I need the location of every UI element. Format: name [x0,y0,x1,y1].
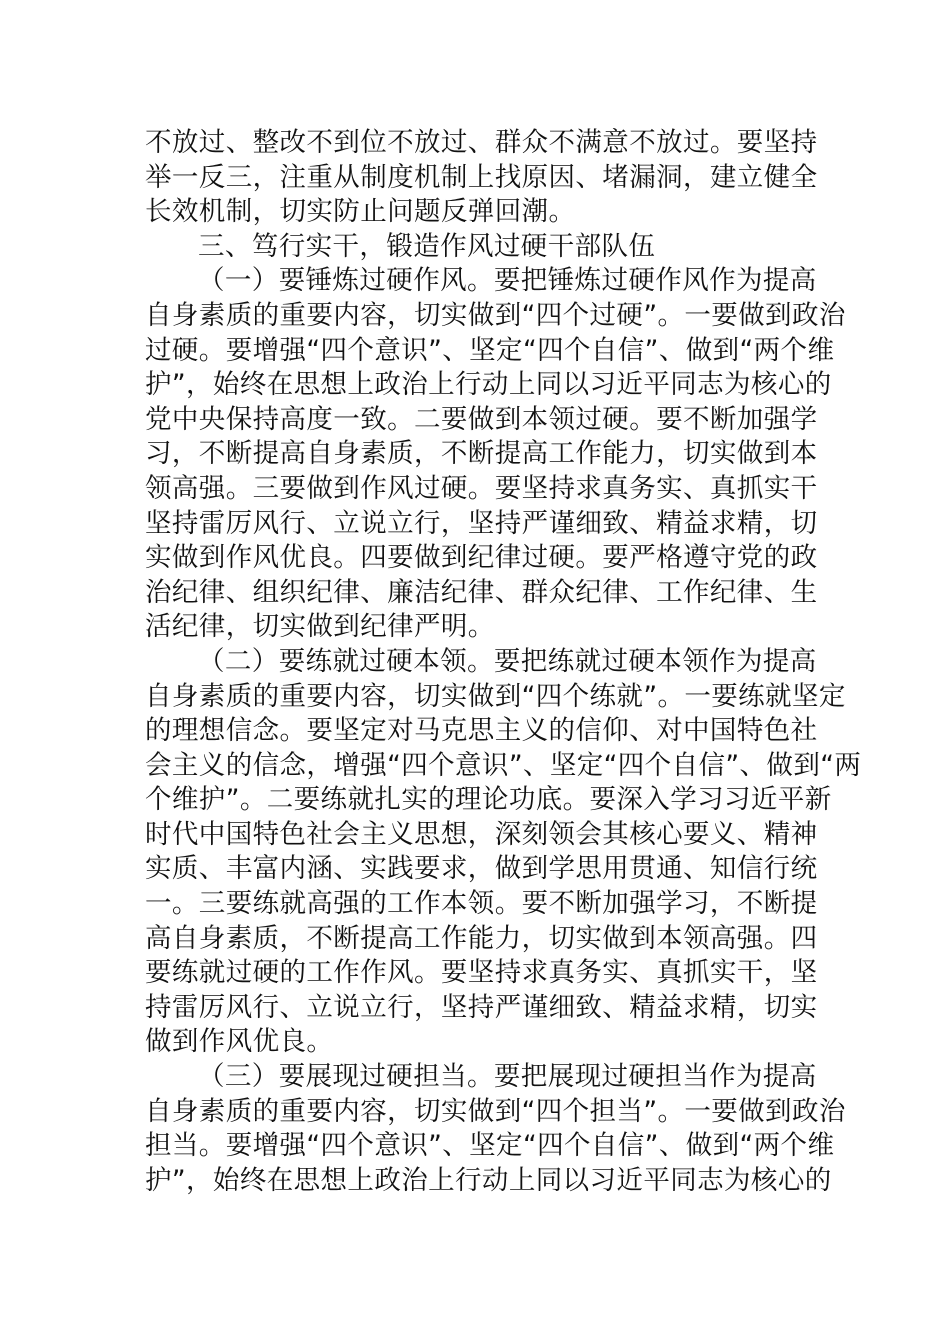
text-line: 党中央保持高度一致。二要做到本领过硬。要不断加强学 [145,403,818,435]
document-body [145,126,862,1198]
text-line: 过硬。要增强“四个意识”、坚定“四个自信”、做到“两个维 [145,334,835,366]
text-line: 自身素质的重要内容，切实做到“四个担当”。一要做到政治 [145,1095,846,1127]
text-line: 一。三要练就高强的工作本领。要不断加强学习，不断提 [145,888,818,920]
text-line: 治纪律、组织纪律、廉洁纪律、群众纪律、工作纪律、生 [145,576,818,608]
text-line: 护”，始终在思想上政治上行动上同以习近平同志为核心的 [145,1164,832,1196]
text-line: 个维护”。二要练就扎实的理论功底。要深入学习习近平新 [145,784,832,816]
text-line: 持雷厉风行、立说立行，坚持严谨细致、精益求精，切实 [145,991,818,1023]
text-line: 时代中国特色社会主义思想，深刻领会其核心要义、精神 [145,818,818,850]
text-line: 坚持雷厉风行、立说立行，坚持严谨细致、精益求精，切 [145,507,818,539]
text-line: 担当。要增强“四个意识”、坚定“四个自信”、做到“两个维 [145,1130,835,1162]
text-line: 不放过、整改不到位不放过、群众不满意不放过。要坚持 [145,127,818,158]
paragraph-start-line: 三、笃行实干，锻造作风过硬干部队伍 [198,230,656,262]
paragraph-start-line: （一）要锤炼过硬作风。要把锤炼过硬作风作为提高 [198,265,817,297]
paragraph-start-line: （二）要练就过硬本领。要把练就过硬本领作为提高 [198,645,817,677]
text-line: 自身素质的重要内容，切实做到“四个练就”。一要练就坚定 [145,680,846,712]
text-line: 领高强。三要做到作风过硬。要坚持求真务实、真抓实干 [145,472,818,504]
text-line: 高自身素质，不断提高工作能力，切实做到本领高强。四 [145,922,818,954]
text-line: 长效机制，切实防止问题反弹回潮。 [145,196,576,228]
text-line: 做到作风优良。 [145,1026,334,1058]
text-line: 要练就过硬的工作作风。要坚持求真务实、真抓实干，坚 [145,957,818,989]
text-line: 举一反三，注重从制度机制上找原因、堵漏洞，建立健全 [145,161,818,193]
text-line: 的理想信念。要坚定对马克思主义的信仰、对中国特色社 [145,715,818,747]
text-line: 自身素质的重要内容，切实做到“四个过硬”。一要做到政治 [145,299,846,331]
paragraph-start-line: （三）要展现过硬担当。要把展现过硬担当作为提高 [198,1061,817,1093]
text-line: 会主义的信念，增强“四个意识”、坚定“四个自信”、做到“两 [145,749,862,781]
text-line: 实质、丰富内涵、实践要求，做到学思用贯通、知信行统 [145,853,818,885]
text-line: 护”，始终在思想上政治上行动上同以习近平同志为核心的 [145,369,832,401]
text-line: 活纪律，切实做到纪律严明。 [145,611,495,643]
text-line: 实做到作风优良。四要做到纪律过硬。要严格遵守党的政 [145,542,818,574]
text-line: 习，不断提高自身素质，不断提高工作能力，切实做到本 [145,438,818,470]
